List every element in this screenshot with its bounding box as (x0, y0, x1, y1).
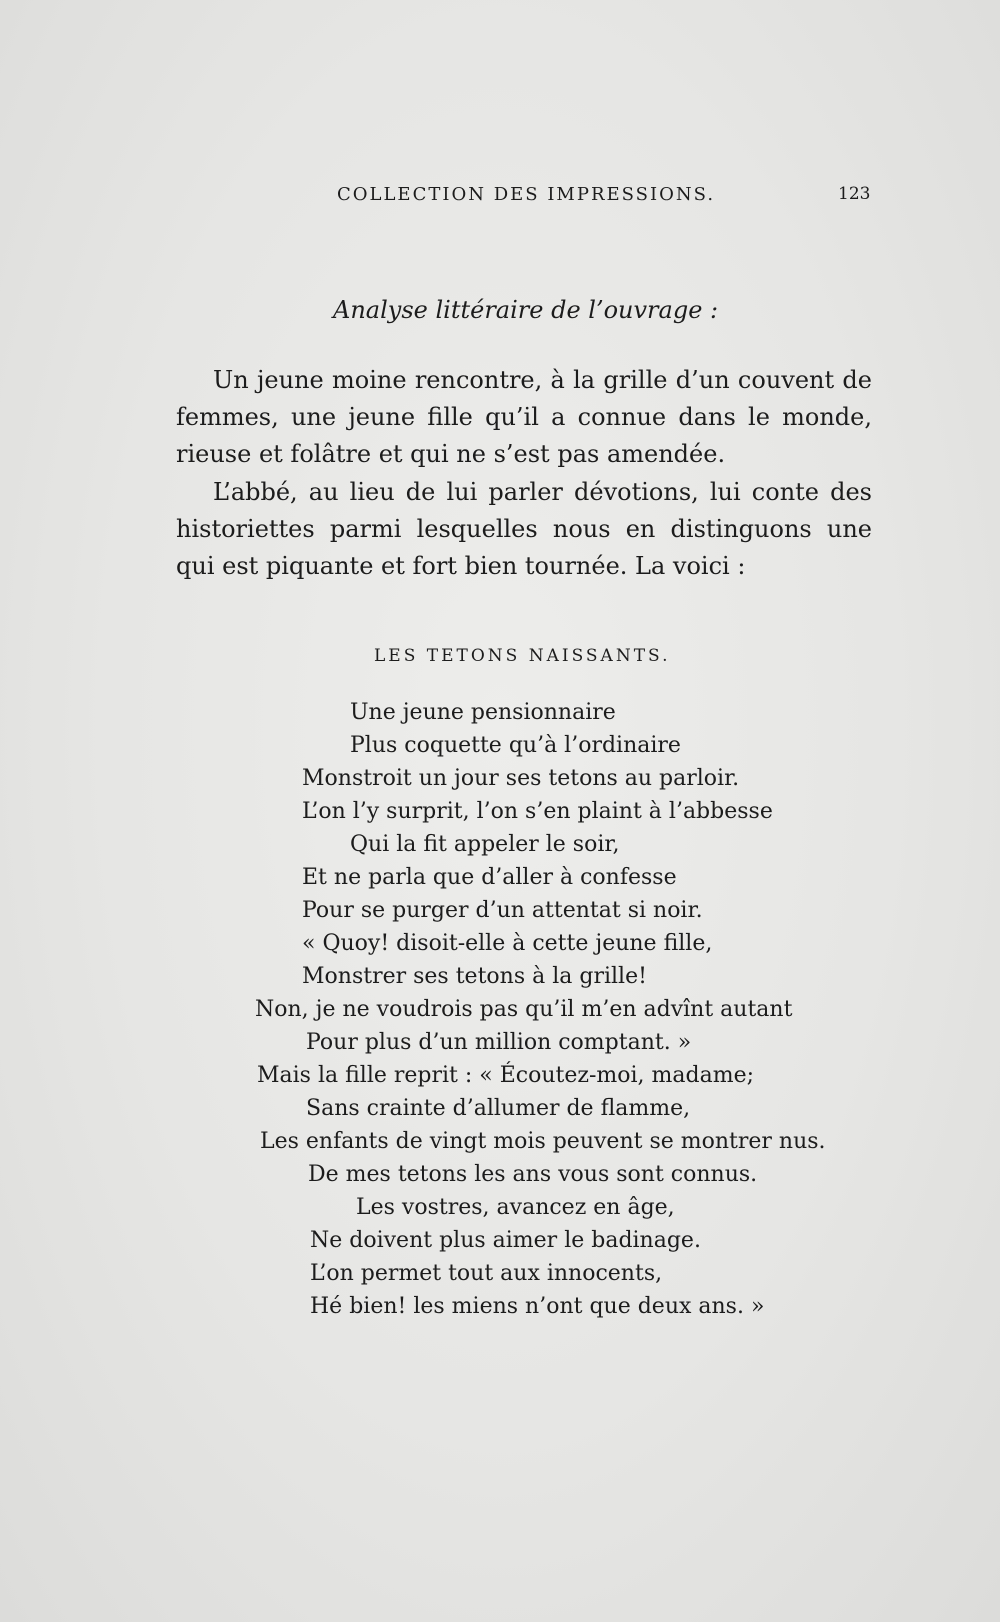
poem-line: Sans crainte d’allumer de flamme, (306, 1096, 691, 1121)
poem-line: Mais la fille reprit : « Écoutez-moi, madame; (257, 1063, 755, 1088)
poem-line: Les enfants de vingt mois peuvent se montrer nus. (260, 1129, 826, 1154)
poem-line: L’on l’y surprit, l’on s’en plaint à l’abbesse (302, 799, 773, 824)
section-subtitle: Analyse littéraire de l’ouvrage : (333, 296, 719, 324)
poem-line: Les vostres, avancez en âge, (356, 1195, 675, 1220)
poem-line: Hé bien! les miens n’ont que deux ans. » (310, 1294, 765, 1319)
poem-line: Et ne parla que d’aller à confesse (302, 865, 677, 890)
paragraph-2: L’abbé, au lieu de lui parler dévotions, lui conte des historiettes parmi lesquelles nous en distinguons une qui est piquante et fort bien tournée. La voici : (176, 478, 872, 580)
running-header: COLLECTION DES IMPRESSIONS. (337, 184, 716, 205)
poem-line: Non, je ne voudrois pas qu’il m’en advînt autant (255, 997, 793, 1022)
poem-line: Qui la fit appeler le soir, (350, 832, 620, 857)
paragraph-1: Un jeune moine rencontre, à la grille d’un couvent de femmes, une jeune fille qu’il a connue dans le monde, rieuse et folâtre et qui ne s’est pas amendée. (176, 366, 872, 468)
poem-line: Pour se purger d’un attentat si noir. (302, 898, 703, 923)
poem-line: Monstroit un jour ses tetons au parloir. (302, 766, 740, 791)
poem-line: Plus coquette qu’à l’ordinaire (350, 733, 681, 758)
poem-title: LES TETONS NAISSANTS. (374, 646, 671, 666)
poem-line: L’on permet tout aux innocents, (310, 1261, 663, 1286)
poem-line: Ne doivent plus aimer le badinage. (310, 1228, 701, 1253)
poem-line: « Quoy! disoit-elle à cette jeune fille, (302, 931, 713, 956)
poem-line: Pour plus d’un million comptant. » (306, 1030, 692, 1055)
poem-line: Une jeune pensionnaire (350, 700, 616, 725)
page-number: 123 (838, 184, 871, 204)
poem-line: Monstrer ses tetons à la grille! (302, 964, 647, 989)
poem-line: De mes tetons les ans vous sont connus. (308, 1162, 758, 1187)
